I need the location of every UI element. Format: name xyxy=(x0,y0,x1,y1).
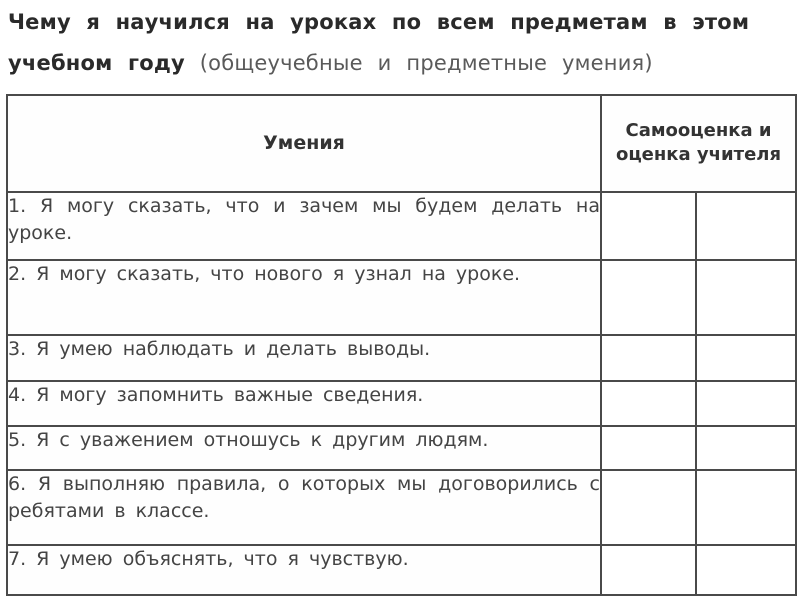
page-heading xyxy=(8,2,794,84)
teacher-assessment-cell[interactable] xyxy=(696,426,796,470)
table-row xyxy=(7,260,796,335)
self-assessment-cell[interactable] xyxy=(601,470,696,545)
header-skills: Умения xyxy=(7,95,601,192)
skill-text: 6. Я выполняю правила, о которых мы договорились с ребятами в классе. xyxy=(7,470,601,545)
table-row xyxy=(7,381,796,425)
heading-title: Чему я научился на уроках по всем предметам в этом учебном году xyxy=(8,10,750,75)
skills-table xyxy=(6,94,797,596)
self-assessment-cell[interactable] xyxy=(601,335,696,381)
skill-text: 4. Я могу запомнить важные сведения. xyxy=(7,381,601,425)
heading-subtitle: (общеучебные и предметные умения) xyxy=(199,51,653,75)
table-row xyxy=(7,545,796,595)
skill-text: 3. Я умею наблюдать и делать выводы. xyxy=(7,335,601,381)
skill-text: 5. Я с уважением отношусь к другим людям. xyxy=(7,426,601,470)
teacher-assessment-cell[interactable] xyxy=(696,545,796,595)
self-assessment-cell[interactable] xyxy=(601,192,696,261)
table-row xyxy=(7,426,796,470)
teacher-assessment-cell[interactable] xyxy=(696,381,796,425)
table-row xyxy=(7,192,796,261)
self-assessment-cell[interactable] xyxy=(601,260,696,335)
header-evaluation: Самооценка и оценка учителя xyxy=(601,95,796,192)
teacher-assessment-cell[interactable] xyxy=(696,335,796,381)
teacher-assessment-cell[interactable] xyxy=(696,260,796,335)
skill-text: 2. Я могу сказать, что нового я узнал на уроке. xyxy=(7,260,601,335)
teacher-assessment-cell[interactable] xyxy=(696,192,796,261)
table-row xyxy=(7,335,796,381)
skill-text: 1. Я могу сказать, что и зачем мы будем делать на уроке. xyxy=(7,192,601,261)
self-assessment-cell[interactable] xyxy=(601,426,696,470)
self-assessment-cell[interactable] xyxy=(601,381,696,425)
teacher-assessment-cell[interactable] xyxy=(696,470,796,545)
skill-text: 7. Я умею объяснять, что я чувствую. xyxy=(7,545,601,595)
table-header-row xyxy=(7,95,796,192)
self-assessment-cell[interactable] xyxy=(601,545,696,595)
table-row xyxy=(7,470,796,545)
